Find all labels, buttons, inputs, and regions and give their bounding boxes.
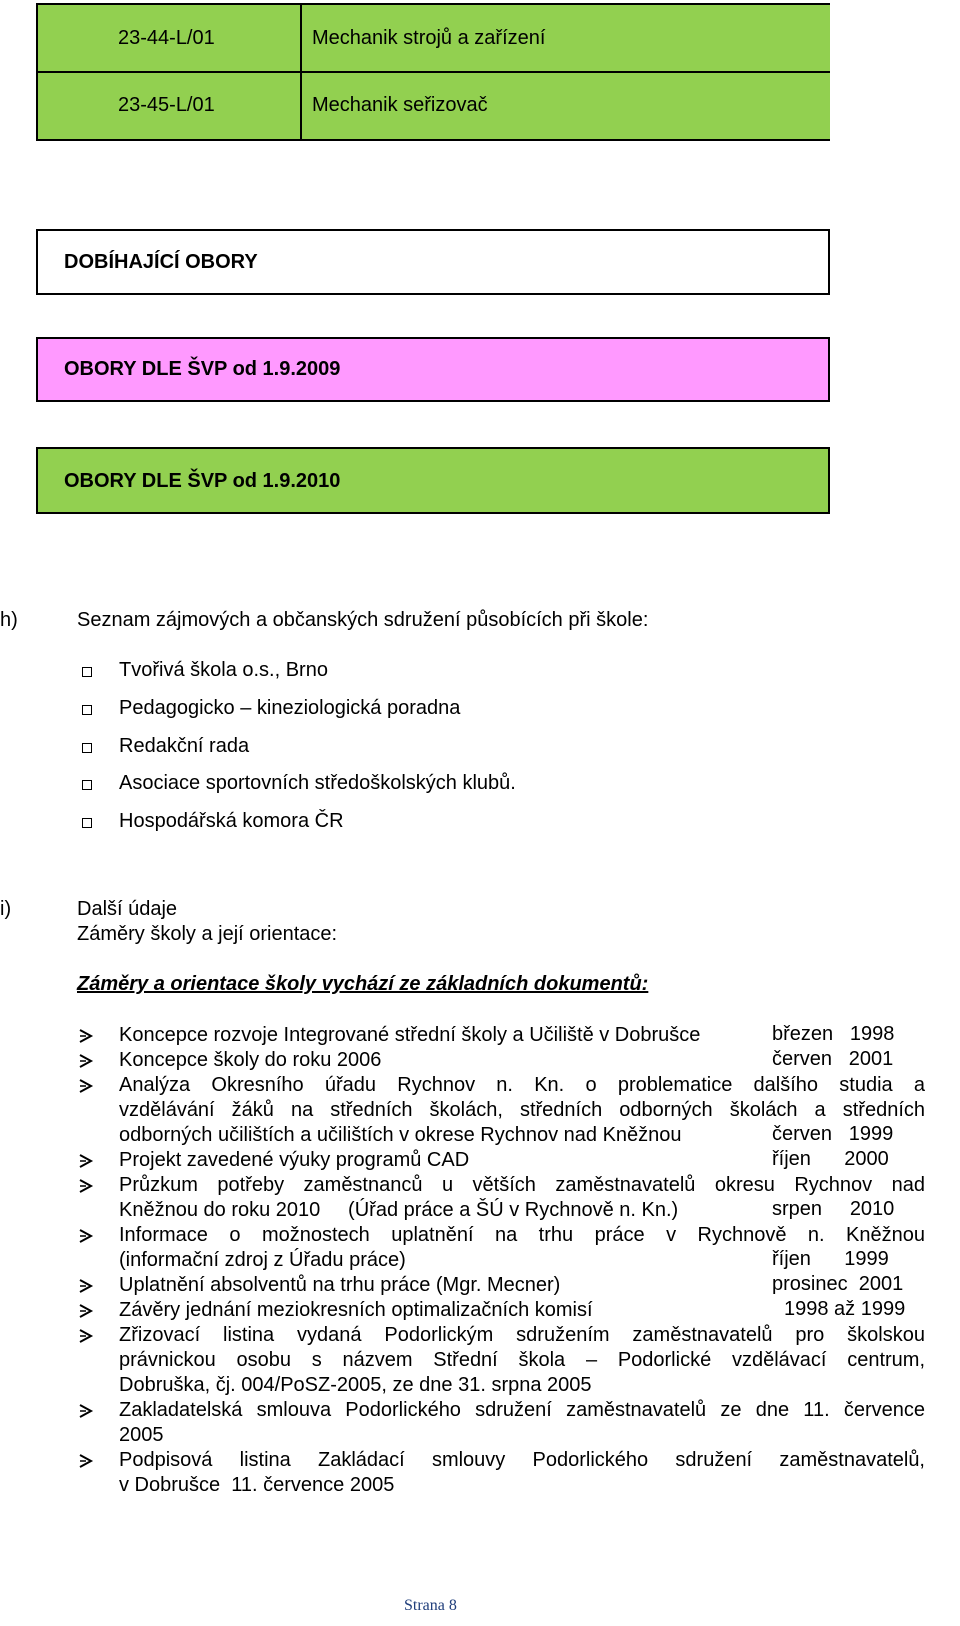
list-item: Asociace sportovních středoškolských klubů. xyxy=(119,772,516,794)
program-code: 23-45-L/01 xyxy=(118,94,215,116)
arrow-bullet-icon xyxy=(78,1053,94,1069)
section-line: Další údaje xyxy=(77,898,178,920)
table-row xyxy=(38,5,830,72)
list-item: Pedagogicko – kineziologická poradna xyxy=(119,697,461,719)
program-code: 23-44-L/01 xyxy=(118,27,215,49)
checkbox-bullet-icon xyxy=(82,818,92,828)
legend-svp-2010 xyxy=(36,447,830,514)
document-line: Zřizovací listina vydaná Podorlickým sdružením zaměstnavatelů pro školskou xyxy=(119,1324,925,1346)
arrow-bullet-icon xyxy=(78,1328,94,1344)
document-date: březen 1998 xyxy=(772,1023,895,1045)
page-number: Strana 8 xyxy=(404,1597,457,1614)
document-line: Podpisová listina Zakládací smlouvy Podorlického sdružení zaměstnavatelů, xyxy=(119,1449,925,1471)
section-title: Seznam zájmových a občanských sdružení působících při škole: xyxy=(77,609,649,631)
arrow-bullet-icon xyxy=(78,1178,94,1194)
program-name: Mechanik strojů a zařízení xyxy=(312,27,546,49)
document-line: Kněžnou do roku 2010 (Úřad práce a ŠÚ v Rychnově n. Kn.) xyxy=(119,1199,679,1221)
document-line: Dobruška, čj. 004/PoSZ-2005, ze dne 31. srpna 2005 xyxy=(119,1374,592,1396)
arrow-bullet-icon xyxy=(78,1228,94,1244)
document-line: Projekt zavedené výuky programů CAD xyxy=(119,1149,470,1171)
document-line: Koncepce školy do roku 2006 xyxy=(119,1049,382,1071)
arrow-bullet-icon xyxy=(78,1153,94,1169)
legend-label: OBORY DLE ŠVP od 1.9.2010 xyxy=(64,470,341,492)
document-line: Závěry jednání meziokresních optimalizačních komisí xyxy=(119,1299,593,1321)
arrow-bullet-icon xyxy=(78,1453,94,1469)
document-line: odborných učilištích a učilištích v okrese Rychnov nad Kněžnou xyxy=(119,1124,682,1146)
document-date: 1998 až 1999 xyxy=(784,1298,906,1320)
legend-dobihajici xyxy=(36,229,830,295)
list-item: Hospodářská komora ČR xyxy=(119,810,344,832)
document-line: v Dobrušce 11. července 2005 xyxy=(119,1474,395,1496)
checkbox-bullet-icon xyxy=(82,743,92,753)
document-date: červen 1999 xyxy=(772,1123,894,1145)
program-name: Mechanik seřizovač xyxy=(312,94,488,116)
arrow-bullet-icon xyxy=(78,1303,94,1319)
document-line: Koncepce rozvoje Integrované střední školy a Učiliště v Dobrušce xyxy=(119,1024,701,1046)
document-date: říjen 2000 xyxy=(772,1148,889,1170)
document-line: Zakladatelská smlouva Podorlického sdružení zaměstnavatelů ze dne 11. července xyxy=(119,1399,925,1421)
arrow-bullet-icon xyxy=(78,1078,94,1094)
legend-label: DOBÍHAJÍCÍ OBORY xyxy=(64,251,258,273)
document-line: vzdělávání žáků na středních školách, středních odborných školách a středních xyxy=(119,1099,925,1121)
list-item: Redakční rada xyxy=(119,735,250,757)
checkbox-bullet-icon xyxy=(82,667,92,677)
document-date: červen 2001 xyxy=(772,1048,894,1070)
document-line: (informační zdroj z Úřadu práce) xyxy=(119,1249,406,1271)
document-line: právnickou osobu s názvem Střední škola – Podorlické vzdělávací centrum, xyxy=(119,1349,925,1371)
section-letter: i) xyxy=(0,898,12,920)
list-item: Tvořivá škola o.s., Brno xyxy=(119,659,328,681)
legend-svp-2009 xyxy=(36,337,830,402)
document-line: Průzkum potřeby zaměstnanců u větších zaměstnavatelů okresu Rychnov nad xyxy=(119,1174,925,1196)
section-line: Záměry školy a její orientace: xyxy=(77,923,338,945)
document-line: Analýza Okresního úřadu Rychnov n. Kn. o problematice dalšího studia a xyxy=(119,1074,925,1096)
document-line: Uplatnění absolventů na trhu práce (Mgr. Mecner) xyxy=(119,1274,561,1296)
document-date: srpen 2010 xyxy=(772,1198,895,1220)
arrow-bullet-icon xyxy=(78,1278,94,1294)
document-date: říjen 1999 xyxy=(772,1248,889,1270)
arrow-bullet-icon xyxy=(78,1028,94,1044)
checkbox-bullet-icon xyxy=(82,780,92,790)
document-date: prosinec 2001 xyxy=(772,1273,904,1295)
table-row xyxy=(38,72,830,139)
section-letter: h) xyxy=(0,609,18,631)
legend-label: OBORY DLE ŠVP od 1.9.2009 xyxy=(64,358,341,380)
programs-table xyxy=(36,3,830,141)
arrow-bullet-icon xyxy=(78,1403,94,1419)
document-line: 2005 xyxy=(119,1424,164,1446)
checkbox-bullet-icon xyxy=(82,705,92,715)
document-line: Informace o možnostech uplatnění na trhu práce v Rychnově n. Kněžnou xyxy=(119,1224,925,1246)
section-heading: Záměry a orientace školy vychází ze základních dokumentů: xyxy=(77,973,649,995)
